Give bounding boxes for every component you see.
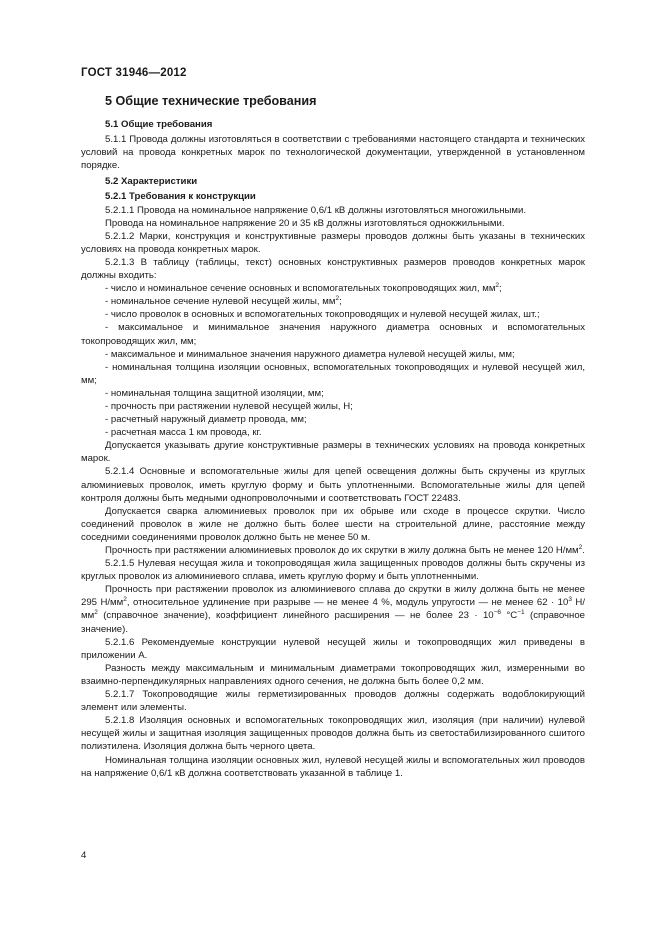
paragraph-5-2-1-6: 5.2.1.6 Рекомендуемые конструкции нулевой несущей жилы и токопроводящих жил приведены в приложении А.	[81, 636, 585, 661]
paragraph-welding: Допускается сварка алюминиевых проволок при их обрыве или сходе в процессе скрутки. Число соединений проволок в жиле не должно быть более шести на строительной длине, расстояние между соседними соединениями проволок должно быть не менее 50 м.	[81, 505, 585, 543]
subsection-5-2-1-title: 5.2.1 Требования к конструкции	[105, 191, 256, 203]
paragraph-insulation-thickness: Номинальная толщина изоляции основных жил, нулевой несущей жилы и вспомогательных жил проводов на напряжение 0,6/1 кВ должна соответствовать указанной в таблице 1.	[81, 754, 585, 779]
page-content	[81, 94, 585, 780]
list-item: - номинальное сечение нулевой несущей жилы, $мм^2$;	[105, 295, 342, 308]
paragraph-5-2-1-7: 5.2.1.7 Токопроводящие жилы герметизированных проводов должны содержать водоблокирующий элемент или элементы.	[81, 689, 585, 714]
paragraph-allowed-dimensions: Допускается указывать другие конструктивные размеры в технических условиях на провода конкретных марок.	[81, 440, 585, 465]
paragraph-5-2-1-2: 5.2.1.2 Марки, конструкция и конструктивные размеры проводов должны быть указаны в технических условиях на провода конкретных марок.	[81, 230, 585, 255]
paragraph-strength-alloy: Прочность при растяжении проволок из алюминиевого сплава до скрутки в жилу должна быть не менее 295 $Н/мм^2$, относительное удлинение при разрыве — не менее 4 %, модуль упругости — не менее $62 \cdot 10^3$ $Н/мм^2$ (справочное значение), коэффициент линейного расширения — не более $23 \cdot 10^{-6}$ $^\circ С^{-1}$ (справочное значение).	[81, 584, 585, 635]
list-item: - номинальная толщина защитной изоляции, мм;	[105, 387, 324, 399]
list-item: - число и номинальное сечение основных и вспомогательных токопроводящих жил, $мм^2$;	[105, 282, 502, 295]
list-item: - расчетный наружный диаметр провода, мм;	[105, 414, 307, 426]
paragraph-5-2-1-8: 5.2.1.8 Изоляция основных и вспомогательных токопроводящих жил, изоляция (при наличии) нулевой несущей жилы и защитная изоляция защищенных проводов должна быть из светостабилизированного сшитого полиэтилена. Изоляция должна быть черного цвета.	[81, 715, 585, 753]
subsection-5-2-title: 5.2 Характеристики	[105, 176, 198, 188]
paragraph-strength-aluminium: Прочность при растяжении алюминиевых проволок до их скрутки в жилу должна быть не менее 120 $Н/мм^2$.	[105, 544, 585, 556]
standard-header: ГОСТ 31946—2012	[81, 67, 187, 79]
list-item: - максимальное и минимальное значения наружного диаметра основных и вспомогательных токопроводящих жил, мм;	[81, 322, 585, 347]
section-title: 5 Общие технические требования	[105, 94, 317, 108]
paragraph-5-1-1: 5.1.1 Провода должны изготовляться в соответствии с требованиями настоящего стандарта и технических условий на провода конкретных марок по технологической документации, утвержденной в установленном порядке.	[81, 134, 585, 172]
list-item: - расчетная масса 1 км провода, кг.	[105, 427, 262, 439]
list-item: - число проволок в основных и вспомогательных токопроводящих и нулевой несущей жилах, шт.;	[105, 309, 540, 321]
list-item: - максимальное и минимальное значения наружного диаметра нулевой несущей жилы, мм;	[105, 348, 515, 360]
list-item: - прочность при растяжении нулевой несущей жилы, Н;	[105, 400, 353, 412]
paragraph-5-2-1-4: 5.2.1.4 Основные и вспомогательные жилы для цепей освещения должны быть скручены из круглых алюминиевых проволок, иметь круглую форму и быть уплотненными. Вспомогательные жилы для цепей контроля должны быть медными однопроволочными и соответствовать ГОСТ 22483.	[81, 466, 585, 504]
paragraph-5-2-1-1-b: Провода на номинальное напряжение 20 и 35 кВ должны изготовляться однокжильными.	[105, 217, 505, 229]
paragraph-diameter-difference: Разность между максимальным и минимальным диаметрами токопроводящих жил, измеренными во взаимно-перпендикулярных направлениях одного сечения, не должна быть более 0,2 мм.	[81, 662, 585, 687]
list-item: - номинальная толщина изоляции основных, вспомогательных токопроводящих и нулевой несущей жил, мм;	[81, 361, 585, 386]
paragraph-5-2-1-5: 5.2.1.5 Нулевая несущая жила и токопроводящая жила защищенных проводов должны быть скручены из круглых проволок из алюминиевого сплава, иметь круглую форму и быть уплотненными.	[81, 558, 585, 583]
subsection-5-1-title: 5.1 Общие требования	[105, 119, 213, 130]
page-number: 4	[81, 850, 87, 861]
paragraph-5-2-1-3: 5.2.1.3 В таблицу (таблицы, текст) основных конструктивных размеров проводов конкретных марок должны входить:	[81, 256, 585, 282]
paragraph-5-2-1-1: 5.2.1.1 Провода на номинальное напряжение 0,6/1 кВ должны изготовляться многожильными.	[105, 204, 527, 216]
